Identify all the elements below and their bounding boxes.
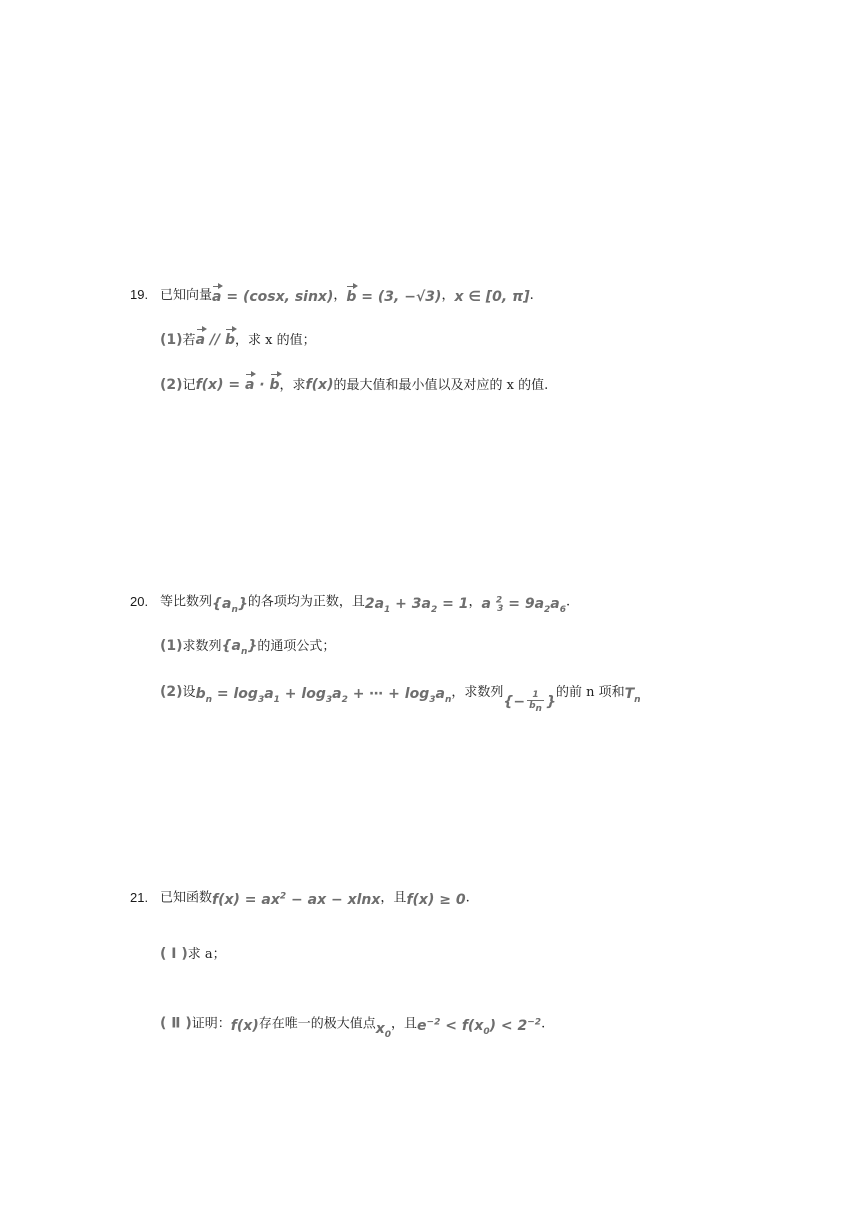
product-condition-formula: a $^2_3 = 9a_2a_6$ (481, 595, 567, 615)
part-label: (2) (160, 683, 183, 700)
bn-formula: $b_n = \log_3a_1 + \log_3a_2$ + ⋯ + $\log_3a_n$ (195, 685, 452, 705)
function-ref: f(x) (230, 1017, 259, 1034)
part-text: ，求 x 的值； (235, 333, 316, 348)
parallel-formula: a // b (195, 332, 236, 348)
vector-b-formula: b = (3, −√3) (346, 289, 442, 305)
part-text: 记 (182, 378, 196, 393)
part-label: (1) (160, 332, 183, 348)
problem-20-statement: 20. 等比数列$\{a_n\}$的各项均为正数，且$2a_1 + 3a_2 = 1$，a $^2_3 = 9a_2a_6$. (130, 593, 571, 615)
tn-symbol: $T_n$ (624, 685, 641, 705)
sequence-formula: $\{a_n\}$ (221, 638, 258, 657)
statement-text: 的各项均为正数，且 (247, 594, 365, 610)
part-text: 的通项公式； (257, 639, 336, 654)
problem-number: 19. (130, 287, 149, 302)
part-text: 求数列 (182, 639, 222, 654)
problem-20-part-1 (160, 636, 335, 662)
function-ref: f(x) (305, 377, 334, 393)
bound-inequality-formula: $e^{-2} < f(x_0) < 2^{-2}$ (417, 1017, 542, 1037)
part-text: ，求 (279, 378, 306, 393)
problem-19-part-1 (160, 330, 316, 351)
part-text: 求 a； (187, 947, 226, 962)
function-formula: $f(x) = ax^2$ − ax − xlnx (212, 891, 381, 908)
nonnegative-condition-formula: f(x) ≥ 0 (406, 891, 466, 908)
problem-21-statement: 21. 已知函数$f(x) = ax^2$ − ax − xlnx，且f(x) ≥ 0. (130, 889, 470, 908)
part-text: 存在唯一的极大值点 (258, 1016, 376, 1032)
part-text: 的最大值和最小值以及对应的 x 的值. (333, 378, 549, 393)
sequence-formula: $\{a_n\}$ (212, 595, 248, 615)
sum-condition-formula: $2a_1 + 3a_2 = 1$ (364, 595, 469, 615)
statement-text: ，且 (380, 890, 407, 906)
part-text: 若 (182, 333, 196, 348)
statement-text: 已知向量 (160, 288, 213, 303)
part-label: (1) (160, 638, 183, 654)
part-text: 设 (182, 684, 196, 700)
part-text: ，求数列 (451, 684, 504, 700)
part-label: (2) (160, 377, 183, 393)
problem-21-part-2: ( Ⅱ )证明：f(x)存在唯一的极大值点$x_0$，且$e^{-2} < f(x_0) < 2^{-2}$. (160, 1015, 546, 1040)
problem-19-part-2 (160, 375, 548, 396)
problem-21-part-1 (160, 944, 226, 965)
max-point-symbol: $x_0$ (375, 1020, 392, 1040)
part-text: 证明： (191, 1016, 231, 1032)
problem-19-statement: 19. 已知向量a = (cosx, sinx)，b = (3, −√3)，x ∈ [0, π]. (130, 287, 534, 305)
part-label: ( Ⅰ ) (160, 946, 188, 962)
problem-number: 20. (130, 593, 149, 609)
reciprocal-sequence-formula: {− $\frac{1}{b_n}$ } (503, 690, 556, 714)
domain-formula: x ∈ [0, π] (454, 289, 530, 305)
part-text: 的前 n 项和 (555, 684, 625, 700)
vector-a-formula: a = (cosx, sinx) (212, 289, 334, 305)
statement-text: 已知函数 (160, 890, 213, 906)
problem-number: 21. (130, 889, 149, 905)
function-formula: f(x) = a · b (195, 377, 280, 393)
problem-20-part-2 (160, 680, 641, 714)
statement-text: 等比数列 (160, 594, 213, 610)
part-label: ( Ⅱ ) (160, 1015, 192, 1032)
part-text: ，且 (391, 1016, 418, 1032)
